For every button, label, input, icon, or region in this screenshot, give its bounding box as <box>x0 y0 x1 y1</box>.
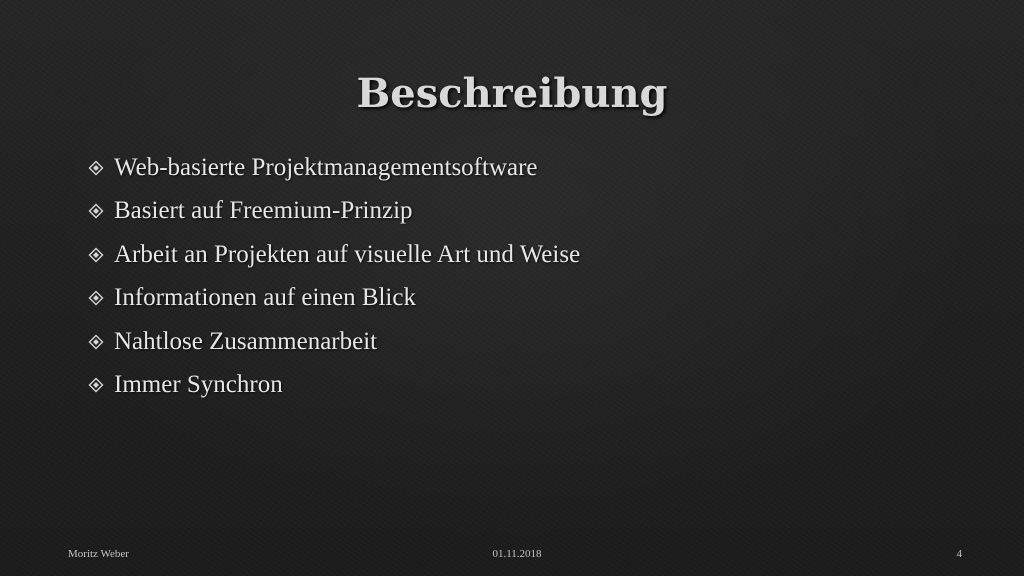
bullet-text: Arbeit an Projekten auf visuelle Art und Weise <box>114 240 581 268</box>
footer-page-number: 4 <box>956 548 962 560</box>
bullet-text: Nahtlose Zusammenarbeit <box>114 327 378 355</box>
bullet-item <box>88 320 580 364</box>
bullet-item <box>88 364 580 408</box>
slide-title: Beschreibung <box>356 70 668 117</box>
diamond-bullet-icon <box>88 377 104 393</box>
bullet-item <box>88 233 580 277</box>
bullet-text: Basiert auf Freemium-Prinzip <box>114 197 413 225</box>
bullet-text: Web-basierte Projektmanagementsoftware <box>114 153 538 181</box>
diamond-bullet-icon <box>88 290 104 306</box>
diamond-bullet-icon <box>88 334 104 350</box>
bullet-item <box>88 190 580 234</box>
footer-author: Moritz Weber <box>68 548 129 560</box>
bullet-text: Informationen auf einen Blick <box>114 284 416 312</box>
bullet-list <box>88 146 580 407</box>
bullet-item <box>88 146 580 190</box>
bullet-text: Immer Synchron <box>114 371 283 399</box>
diamond-bullet-icon <box>88 160 104 176</box>
footer-date: 01.11.2018 <box>492 548 542 560</box>
diamond-bullet-icon <box>88 203 104 219</box>
diamond-bullet-icon <box>88 247 104 263</box>
bullet-item <box>88 277 580 321</box>
